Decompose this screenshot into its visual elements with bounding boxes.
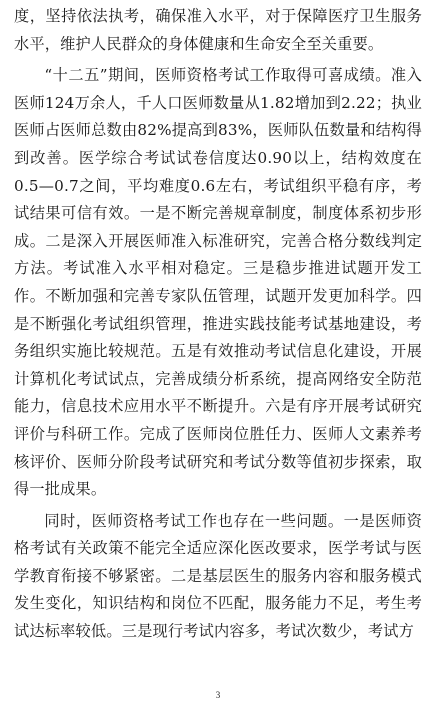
body-text [14,3,422,646]
paragraph-continuation: 度，坚持依法执考，确保准入水平，对于保障医疗卫生服务水平，维护人民群众的身体健康和生命安全至关重要。 [14,7,422,53]
paragraph-achievements: “十二五”期间，医师资格考试工作取得可喜成绩。准入医师124万余人，千人口医师数量从1.82增加到2.22；执业医师占医师总数由82%提高到83%，医师队伍数量和结构得到改善。医学综合考试试卷信度达0.90以上，结构效度在0.5—0.7之间，平均难度0.6左右，考试组织平稳有序，考试结果可信有效。一是不断完善规章制度，制度体系初步形成。二是深入开展医师准入标准研究，完善合格分数线判定方法。考试准入水平相对稳定。三是稳步推进试题开发工作。不断加强和完善专家队伍管理，试题开发更加科学。四是不断强化考试组织管理，推进实践技能考试基地建设，考务组织实施比较规范。五是有效推动考试信息化建设，开展计算机化考试试点，完善成绩分析系统，提高网络安全防范能力，信息技术应用水平不断提升。六是有序开展考试研究评价与科研工作。完成了医师岗位胜任力、医师人文素养考核评价、医师分阶段考试研究和考试分数等值初步探索，取得一批成果。 [14,66,422,499]
paragraph-problems: 同时，医师资格考试工作也存在一些问题。一是医师资格考试有关政策不能完全适应深化医改要求，医学考试与医学教育衔接不够紧密。二是基层医生的服务内容和服务模式发生变化，知识结构和岗位不匹配，服务能力不足，考生考试达标率较低。三是现行考试内容多，考试次数少，考试方 [14,511,422,641]
page-number: 3 [215,690,221,700]
